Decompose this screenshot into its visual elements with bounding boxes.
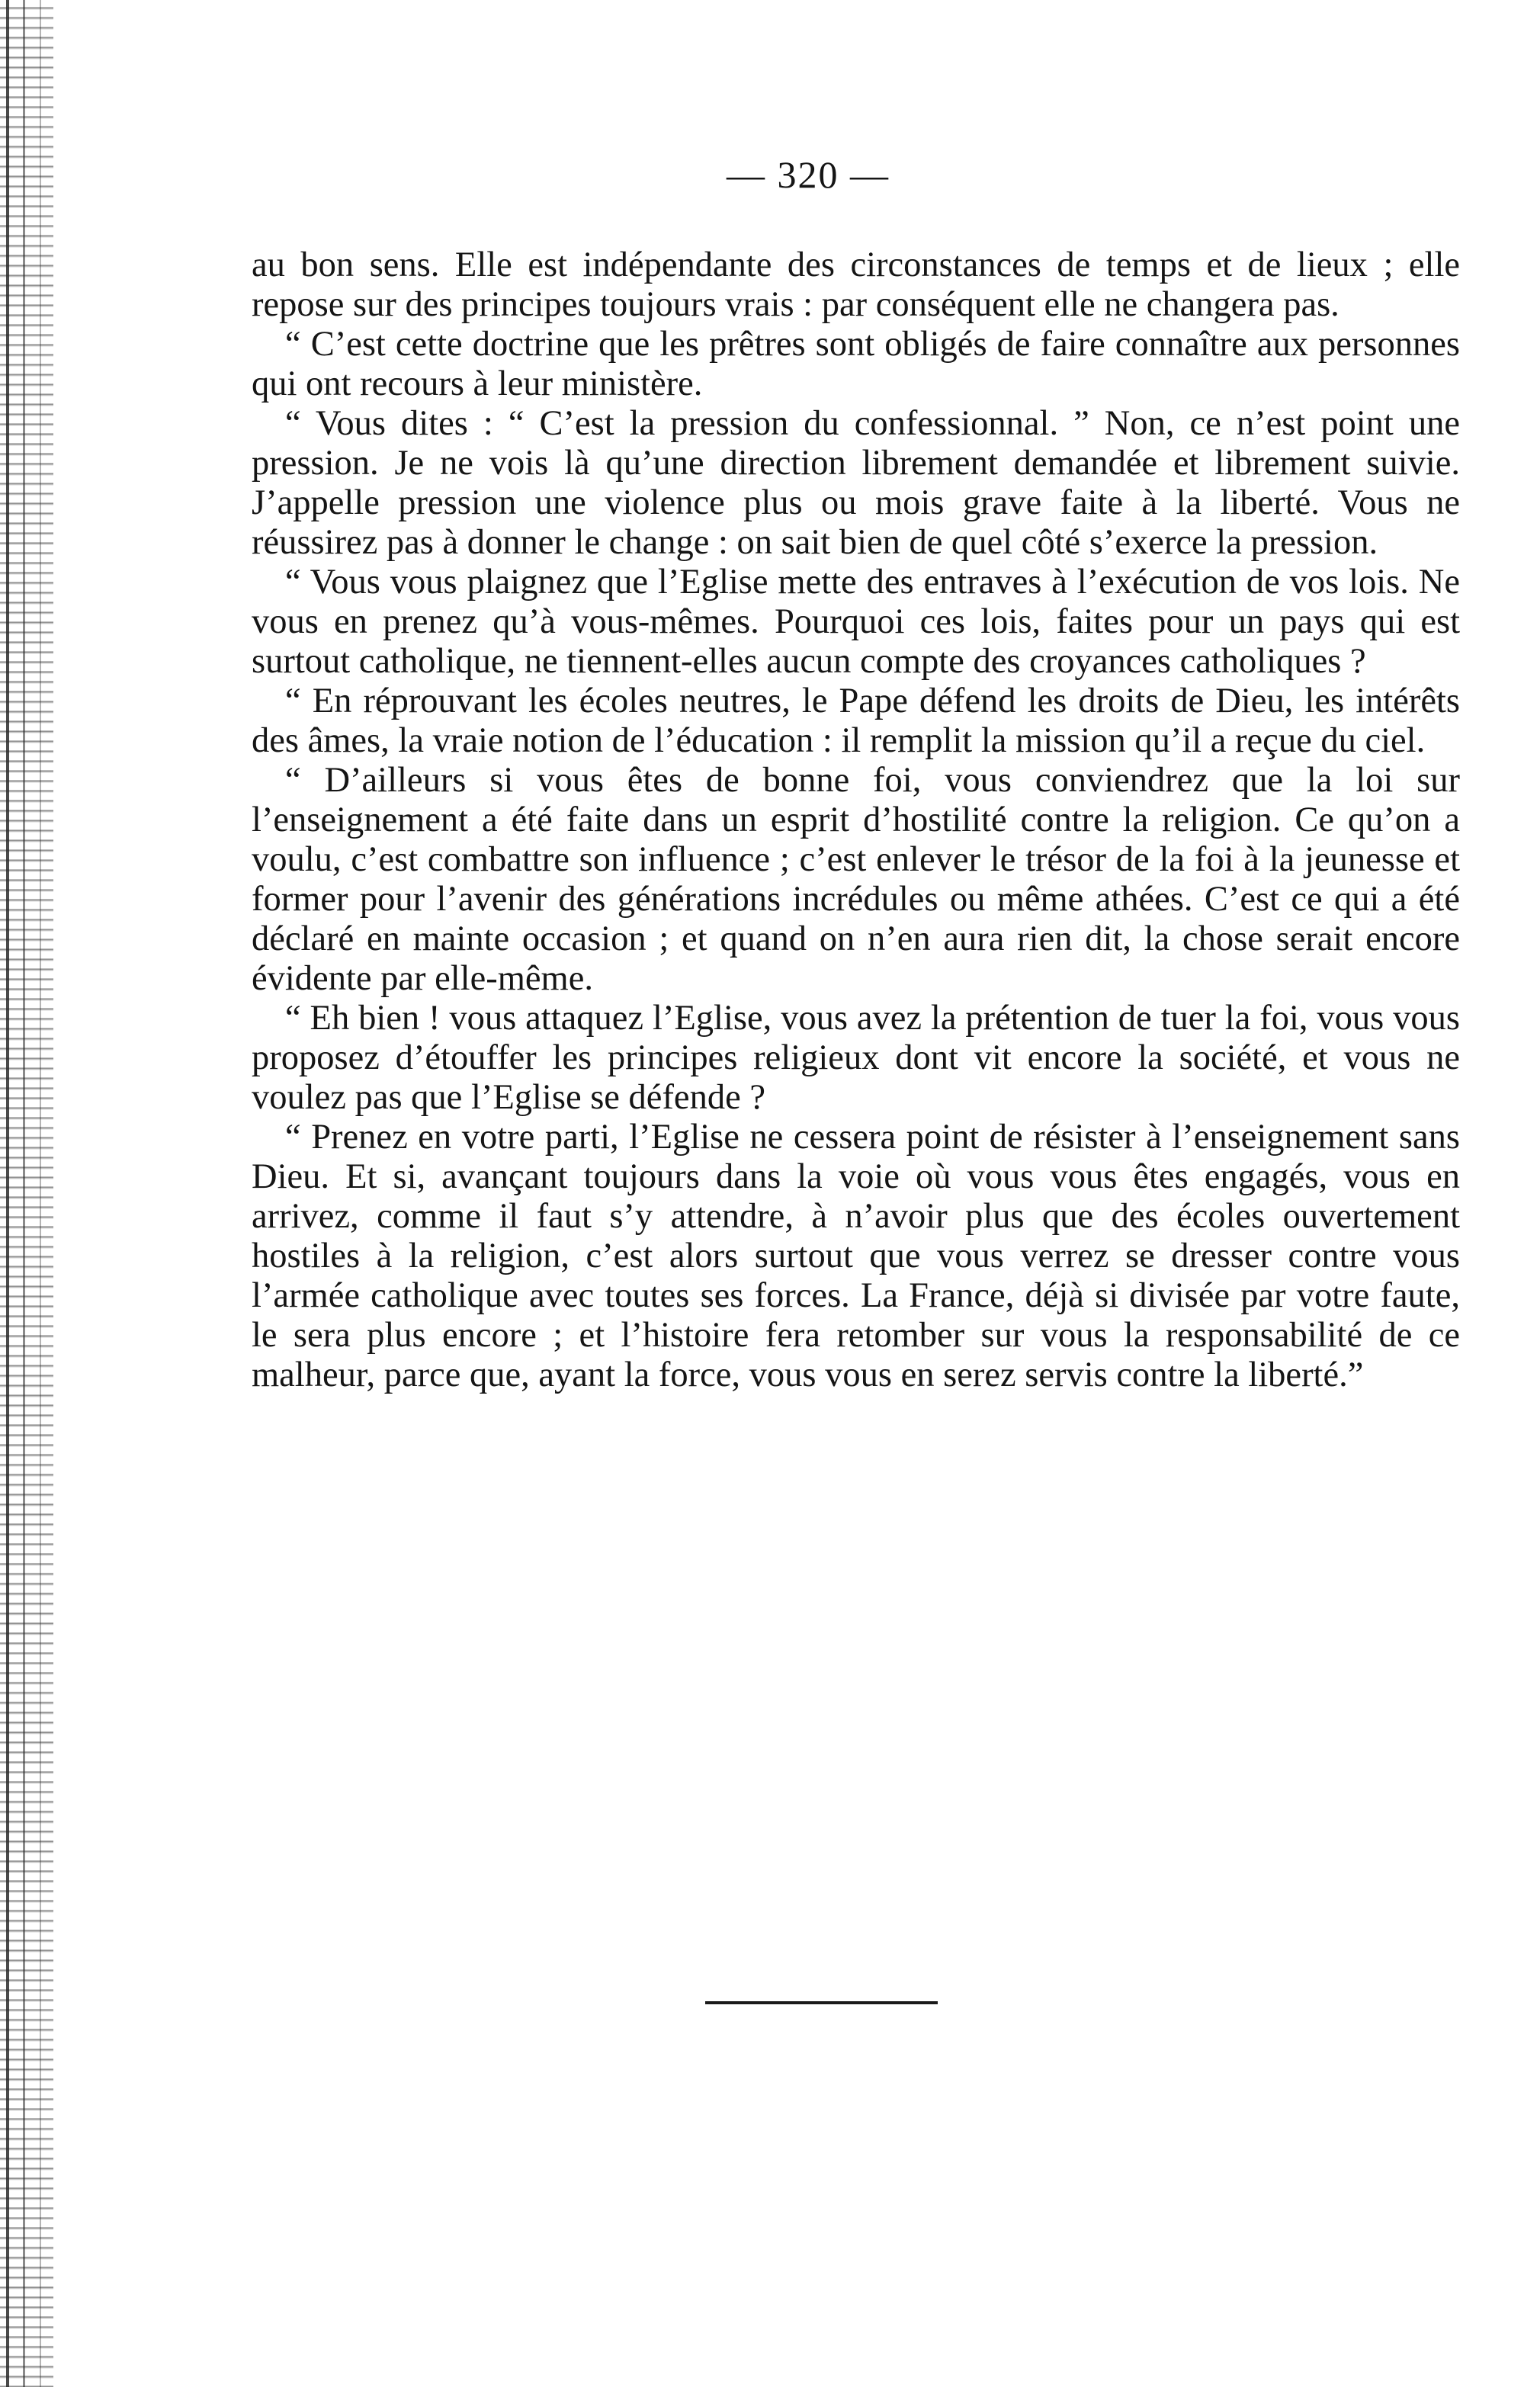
binding-edge	[0, 0, 53, 2387]
paragraph: “ D’ailleurs si vous êtes de bonne foi, vous conviendrez que la loi sur l’enseignement a été faite dans un esprit d’hostilité contre la religion. Ce qu’on a voulu, c’est combattre son influence ; c’est enlever le trésor de la foi à la jeunesse et former pour l’avenir des générations incrédules ou même athées. C’est ce qui a été déclaré en mainte occasion ; et quand on n’en aura rien dit, la chose serait encore évidente par elle-même.	[252, 761, 1460, 998]
paragraph: “ Eh bien ! vous attaquez l’Eglise, vous avez la prétention de tuer la foi, vous vous proposez d’étouffer les principes religieux dont vit encore la société, et vous ne voulez pas que l’Eglise se défende ?	[252, 999, 1460, 1117]
paragraph: “ C’est cette doctrine que les prêtres sont obligés de faire connaître aux personnes qui ont recours à leur ministère.	[252, 325, 1460, 403]
paragraph: “ Vous dites : “ C’est la pression du confessionnal. ” Non, ce n’est point une pression. Je ne vois là qu’une direction librement demandée et librement suivie. J’appelle pression une violence plus ou mois grave faite à la liberté. Vous ne réussirez pas à donner le change : on sait bien de quel côté s’exerce la pression.	[252, 404, 1460, 562]
end-rule	[705, 2001, 938, 2004]
binding-line	[6, 0, 9, 2387]
binding-line	[23, 0, 25, 2387]
paragraph: “ Vous vous plaignez que l’Eglise mette des entraves à l’exécution de vos lois. Ne vous en prenez qu’à vous-mêmes. Pourquoi ces lois, faites pour un pays qui est surtout catholique, ne tiennent-elles aucun compte des croyances catholiques ?	[252, 563, 1460, 681]
paragraph: “ En réprouvant les écoles neutres, le Pape défend les droits de Dieu, les intérêts des âmes, la vraie notion de l’éducation : il remplit la mission qu’il a reçue du ciel.	[252, 682, 1460, 760]
binding-line	[40, 0, 41, 2387]
page-number: — 320 —	[727, 153, 890, 196]
paragraph: “ Prenez en votre parti, l’Eglise ne cessera point de résister à l’enseignement sans Dieu. Et si, avançant toujours dans la voie où vous vous êtes engagés, vous en arrivez, comme il faut s’y attendre, à n’avoir plus que des écoles ouvertement hostiles à la religion, c’est alors surtout que vous verrez se dresser contre vous l’armée catholique avec toutes ses forces. La France, déjà si divisée par votre faute, le sera plus encore ; et l’histoire fera retomber sur vous la responsabilité de ce malheur, parce que, ayant la force, vous vous en serez servis contre la liberté.”	[252, 1118, 1460, 1394]
body-text	[252, 245, 1460, 1395]
paragraph: au bon sens. Elle est indépendante des circonstances de temps et de lieux ; elle repose sur des principes toujours vrais : par conséquent elle ne changera pas.	[252, 245, 1460, 324]
